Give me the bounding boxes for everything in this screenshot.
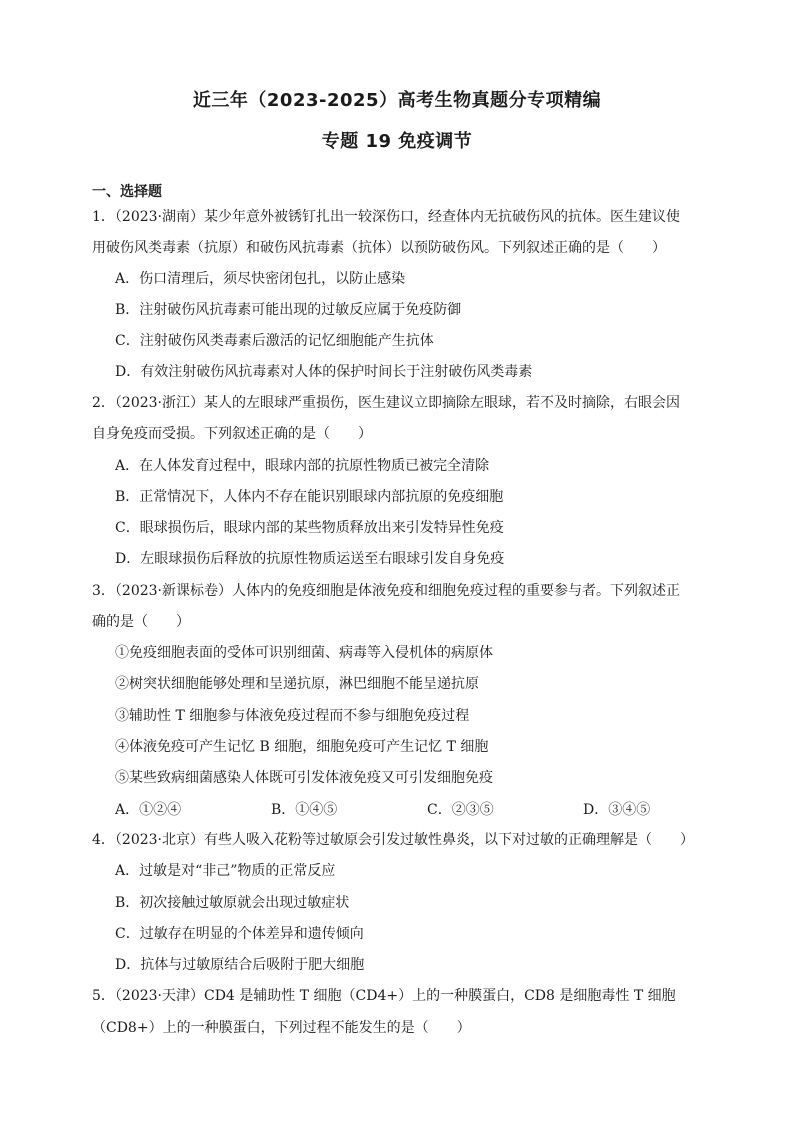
question-3-line-2: 确的是（ ） xyxy=(92,614,190,630)
question-1-line-1: 1．（2023·湖南）某少年意外被锈钉扎出一较深伤口，经查体内无抗破伤风的抗体。医生建议使 xyxy=(92,209,680,225)
question-2-line-1: 2．（2023·浙江）某人的左眼球严重损伤，医生建议立即摘除左眼球，若不及时摘除，右眼会因 xyxy=(92,395,680,411)
question-4-option-a: A．过敏是对“非己”物质的正常反应 xyxy=(115,863,336,879)
question-3-statement-2: ②树突状细胞能够处理和呈递抗原，淋巴细胞不能呈递抗原 xyxy=(115,676,479,692)
question-3-statement-3: ③辅助性 T 细胞参与体液免疫过程而不参与细胞免疫过程 xyxy=(115,708,470,724)
question-3-choices xyxy=(115,801,675,819)
question-1-option-c: C．注射破伤风类毒素后激活的记忆细胞能产生抗体 xyxy=(115,333,434,349)
question-1-option-a: A．伤口清理后，须尽快密闭包扎，以防止感染 xyxy=(115,271,406,287)
question-3-statement-1: ①免疫细胞表面的受体可识别细菌、病毒等入侵机体的病原体 xyxy=(115,645,493,661)
question-4-option-c: C．过敏存在明显的个体差异和遗传倾向 xyxy=(115,926,364,942)
question-1-option-d: D．有效注射破伤风抗毒素对人体的保护时间长于注射破伤风类毒素 xyxy=(115,364,533,380)
document-title: 近三年（2023-2025）高考生物真题分专项精编 xyxy=(192,90,602,111)
question-3-statement-5: ⑤某些致病细菌感染人体既可引发体液免疫又可引发细胞免疫 xyxy=(115,770,493,786)
question-3-statement-4: ④体液免疫可产生记忆 B 细胞，细胞免疫可产生记忆 T 细胞 xyxy=(115,739,489,755)
question-5-line-2: （CD8+）上的一种膜蛋白，下列过程不能发生的是（ ） xyxy=(92,1020,471,1036)
question-1-line-2: 用破伤风类毒素（抗原）和破伤风抗毒素（抗体）以预防破伤风。下列叙述正确的是（ ） xyxy=(92,240,666,256)
question-4-option-b: B．初次接触过敏原就会出现过敏症状 xyxy=(115,895,350,911)
question-3-choice-c: C．②③⑤ xyxy=(427,802,494,818)
question-3-choice-d: D．③④⑤ xyxy=(583,802,651,818)
question-2-option-c: C．眼球损伤后，眼球内部的某些物质释放出来引发特异性免疫 xyxy=(115,520,504,536)
question-2-option-b: B．正常情况下，人体内不存在能识别眼球内部抗原的免疫细胞 xyxy=(115,489,504,505)
question-1-option-b: B．注射破伤风抗毒素可能出现的过敏反应属于免疫防御 xyxy=(115,302,462,318)
question-5-line-1: 5．（2023·天津）CD4 是辅助性 T 细胞（CD4+）上的一种膜蛋白，CD8 是细胞毒性 T 细胞 xyxy=(92,988,676,1004)
question-2-option-a: A．在人体发育过程中，眼球内部的抗原性物质已被完全清除 xyxy=(115,458,490,474)
question-3-line-1: 3．（2023·新课标卷）人体内的免疫细胞是体液免疫和细胞免疫过程的重要参与者。下列叙述正 xyxy=(92,583,680,599)
question-2-option-d: D．左眼球损伤后释放的抗原性物质运送至右眼球引发自身免疫 xyxy=(115,551,505,567)
question-4-line-1: 4．（2023·北京）有些人吸入花粉等过敏原会引发过敏性鼻炎，以下对过敏的正确理解是（ ） xyxy=(92,832,694,848)
section-heading: 一、选择题 xyxy=(92,184,162,200)
question-2-line-2: 自身免疫而受损。下列叙述正确的是（ ） xyxy=(92,426,372,442)
question-3-choice-a: A．①②④ xyxy=(115,802,182,818)
question-3-choice-b: B．①④⑤ xyxy=(271,802,338,818)
question-4-option-d: D．抗体与过敏原结合后吸附于肥大细胞 xyxy=(115,957,365,973)
document-subtitle: 专题 19 免疫调节 xyxy=(321,131,473,152)
